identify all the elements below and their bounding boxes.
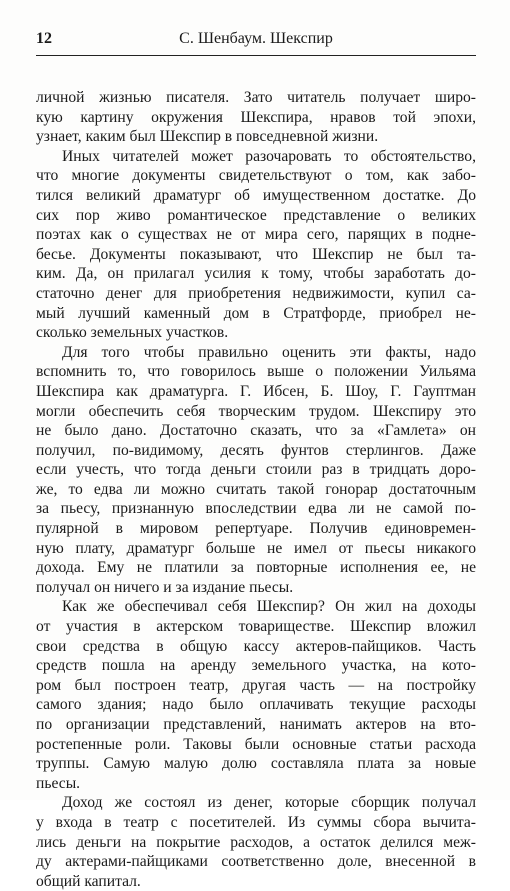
text-line: пьесы. — [36, 774, 81, 792]
text-line: могли обеспечить себя творческим трудом. Шекспиру это — [36, 402, 476, 420]
text-line: общий капитал. — [36, 872, 141, 890]
text-line: личной жизнью писателя. Зато читатель получает широ- — [36, 89, 476, 106]
text-line: Доход же состоял из денег, которые сборщик получал — [62, 794, 476, 812]
text-line: поэтах как о существах не от мира сего, парящих в подне- — [36, 226, 476, 244]
text-line: Шекспира как драматурга. Г. Ибсен, Б. Шоу, Г. Гауптман — [36, 382, 476, 400]
text-line: свои средства в общую кассу актеров-пайщиков. Часть — [36, 637, 476, 655]
text-line: ким. Да, он прилагал усилия к тому, чтобы заработать до- — [36, 265, 476, 283]
page-number: 12 — [36, 30, 52, 47]
text-line: сих пор живо романтическое представление о великих — [36, 206, 476, 224]
text-line: сколько земельных участков. — [36, 324, 229, 342]
text-line: ду актерами-пайщиками соответственно доле, внесенной в — [36, 853, 476, 871]
text-line: получал он ничего и за издание пьесы. — [36, 578, 294, 596]
body-text — [36, 88, 476, 891]
text-line: Иных читателей может разочаровать то обстоятельство, — [62, 147, 476, 165]
text-line: по организации представлений, нанимать актеров на вто- — [36, 716, 476, 733]
text-line: вспомнить то, что говорилось выше о положении Уильяма — [36, 363, 476, 381]
text-line: самого здания; надо было оплачивать текущие расходы — [36, 696, 476, 714]
text-line: что многие документы свидетельствуют о том, как забо- — [36, 167, 476, 185]
text-line: дохода. Ему не платили за повторные исполнения ее, не — [36, 559, 476, 577]
text-line: статочно денег для приобретения недвижимости, купил са- — [36, 284, 476, 302]
text-line: получил, по-видимому, десять фунтов стерлингов. Даже — [36, 441, 476, 459]
text-line: пулярной в мировом репертуаре. Получив единовремен- — [36, 520, 476, 538]
text-line: лись деньги на покрытие расходов, а остаток делился меж- — [36, 833, 476, 851]
text-line: у входа в театр с посетителей. Из суммы сбора вычита- — [36, 813, 476, 831]
text-line: труппы. Самую малую долю составляла плата за новые — [36, 755, 476, 773]
running-title: С. Шенбаум. Шекспир — [179, 30, 333, 47]
text-line: от участия в актерском товариществе. Шекспир вложил — [36, 618, 476, 636]
text-line: Для того чтобы правильно оценить эти факты, надо — [62, 343, 476, 361]
text-line: ростепенные роли. Таковы были основные статьи расхода — [36, 735, 476, 753]
text-line: тился великий драматург об имущественном достатке. До — [36, 186, 476, 204]
text-line: бесье. Документы показывают, что Шекспир не был та- — [36, 245, 476, 263]
text-line: же, то едва ли можно считать такой гонорар достаточным — [36, 480, 476, 498]
text-line: кую картину окружения Шекспира, нравов той эпохи, — [36, 108, 476, 126]
text-line: узнает, каким был Шекспир в повседневной жизни. — [36, 128, 379, 146]
text-line: за пьесу, признанную впоследствии едва ли не самой по- — [36, 500, 476, 518]
text-line: ную плату, драматург больше не имел от пьесы никакого — [36, 539, 476, 557]
header-rule — [36, 55, 476, 56]
text-line: ром был построен театр, другая часть — на постройку — [36, 676, 476, 694]
page-header — [36, 30, 476, 56]
text-line: средств пошла на аренду земельного участка, на кото- — [36, 657, 476, 675]
text-line: Как же обеспечивал себя Шекспир? Он жил на доходы — [62, 598, 476, 616]
text-line: мый лучший каменный дом в Стратфорде, приобрел не- — [36, 304, 476, 322]
text-line: если учесть, что тогда деньги стоили раз в тридцать доро- — [36, 461, 476, 479]
text-line: не было дано. Достаточно сказать, что за «Гамлета» он — [36, 422, 476, 440]
